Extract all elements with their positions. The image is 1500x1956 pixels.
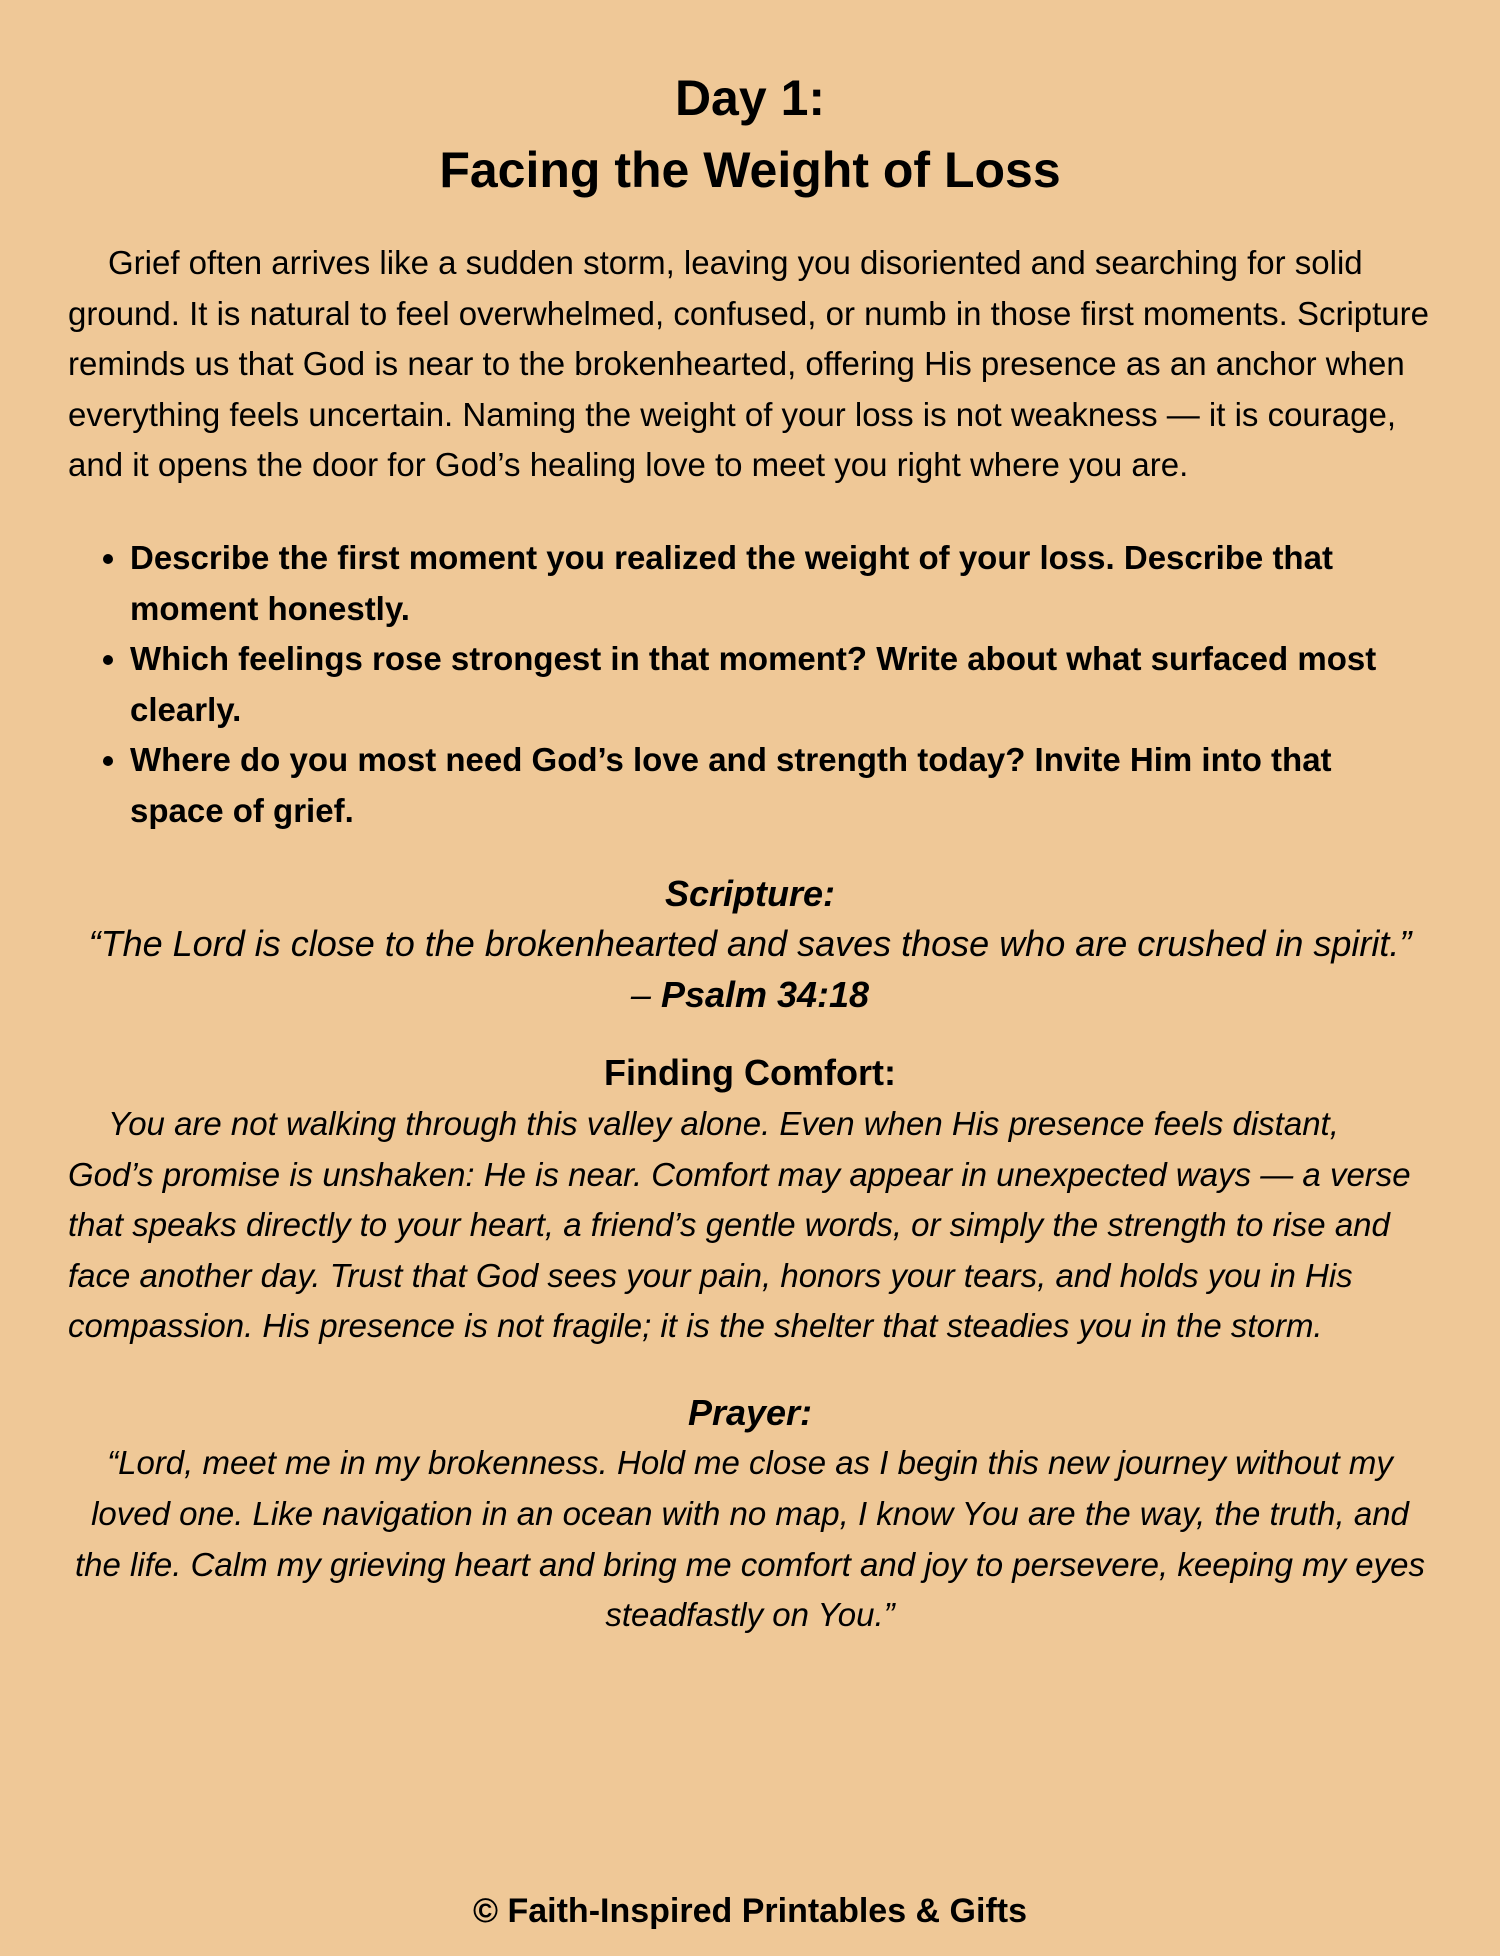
page-title: Facing the Weight of Loss [439, 142, 1061, 198]
devotional-page [68, 62, 1432, 1641]
scripture-heading: Scripture: [664, 872, 836, 914]
reflection-prompts [68, 533, 1432, 837]
prompt-item: • Where do you most need God’s love and strength today? Invite Him into that space of grief. [130, 735, 1432, 836]
day-title: Day 1: [674, 70, 826, 126]
scripture-quote: “The Lord is close to the brokenhearted and saves those who are crushed in spirit.” – [88, 923, 1412, 1015]
prayer-paragraph: “Lord, meet me in my brokenness. Hold me close as I begin this new journey without my loved one. Like navigation in an ocean with no map, I know You are the way, the truth, and the life. Calm my grieving heart and bring me comfort and joy to persevere, keeping my eyes steadfastly on You.” [75, 1444, 1425, 1634]
prayer-heading: Prayer: [687, 1391, 813, 1433]
comfort-heading: Finding Comfort: [604, 1052, 896, 1094]
scripture-reference: Psalm 34:18 [660, 973, 870, 1015]
scripture-quote-block [68, 919, 1432, 1020]
prompt-item: • Describe the first moment you realized the weight of your loss. Describe that moment honestly. [130, 533, 1432, 634]
comfort-paragraph: You are not walking through this valley alone. Even when His presence feels distant, God’s promise is unshaken: He is near. Comfort may appear in unexpected ways — a verse that speaks directly to your heart, a friend’s gentle words, or simply the strength to rise and face another day. Trust that God sees your pain, honors your tears, and holds you in His compassion. His presence is not fragile; it is the shelter that steadies you in the storm. [68, 1104, 1411, 1345]
copyright-footer: © Faith-Inspired Printables & Gifts [472, 1892, 1027, 1930]
prompt-item: • Which feelings rose strongest in that moment? Write about what surfaced most clearly. [130, 634, 1432, 735]
intro-paragraph: Grief often arrives like a sudden storm, leaving you disoriented and searching for solid ground. It is natural to feel overwhelmed, confused, or numb in those first moments. Scripture reminds us that God is near to the brokenhearted, offering His presence as an anchor when everything feels uncertain. Naming the weight of your loss is not weakness — it is courage, and it opens the door for God’s healing love to meet you right where you are. [68, 244, 1429, 484]
